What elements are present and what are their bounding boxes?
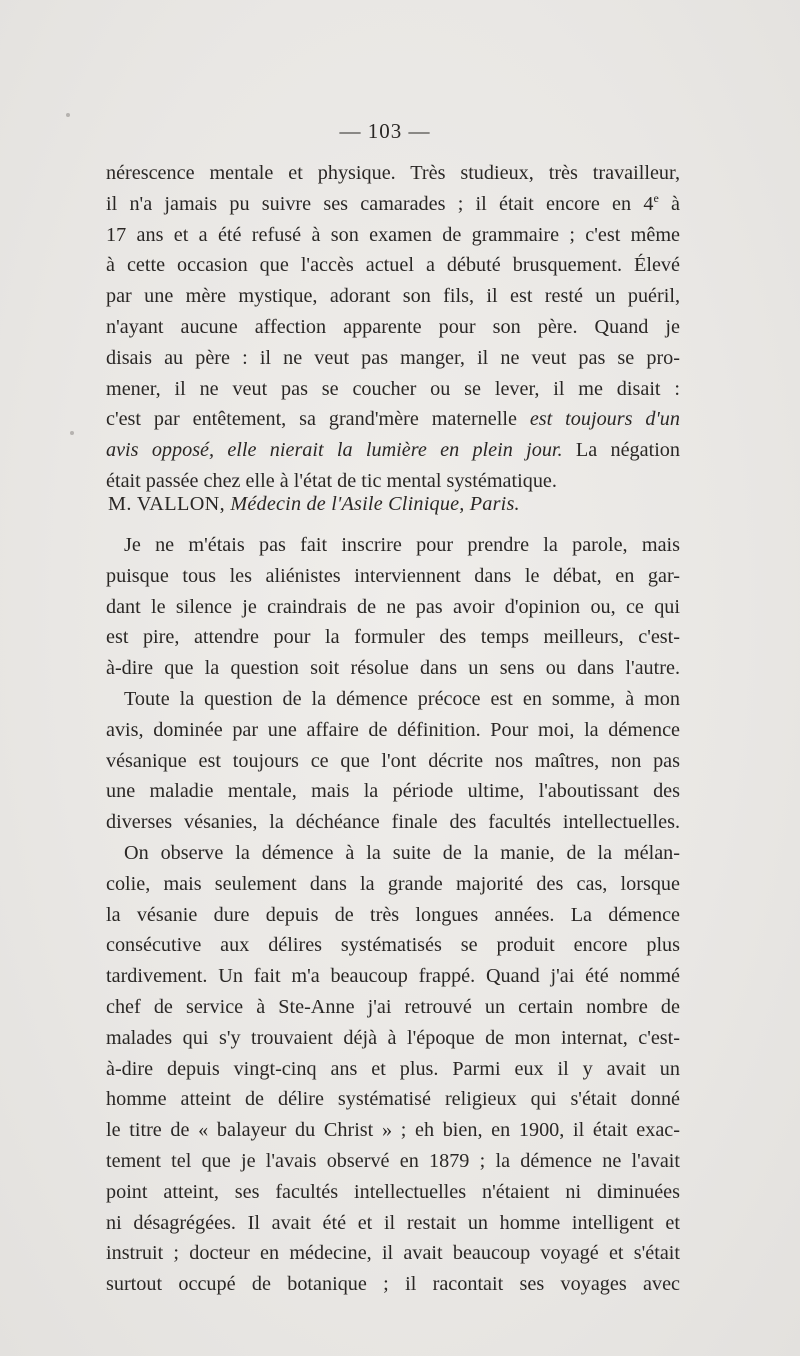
text-line: par une mère mystique, adorant son fils, il est resté un puéril, [106, 285, 680, 308]
text-line: chef de service à Ste-Anne j'ai retrouvé un certain nombre de [106, 995, 680, 1018]
text-line: tement tel que je l'avais observé en 1879 ; la démence ne l'avait [106, 1149, 680, 1172]
text-line: à-dire depuis vingt-cinq ans et plus. Parmi eux il y avait un [106, 1057, 680, 1080]
text-line: le titre de « balayeur du Christ » ; eh bien, en 1900, il était exac- [106, 1119, 680, 1142]
text-line: nérescence mentale et physique. Très studieux, très travailleur, [106, 162, 680, 184]
text-segment: c'est par entêtement, sa grand'mère maternelle [106, 408, 530, 431]
paragraph-1 [106, 158, 680, 497]
text-line: puisque tous les aliénistes interviennent dans le débat, en gar- [106, 564, 680, 587]
text-line: consécutive aux délires systématisés se produit encore plus [106, 934, 680, 957]
text-line [106, 189, 680, 220]
text-line: tardivement. Un fait m'a beaucoup frappé. Quand j'ai été nommé [106, 965, 680, 988]
text-line: disais au père : il ne veut pas manger, il ne veut pas se pro- [106, 346, 680, 369]
text-line: vésanique est toujours ce que l'ont décrite nos maîtres, non pas [106, 749, 680, 772]
text-line: surtout occupé de botanique ; il racontait ses voyages avec [106, 1273, 680, 1296]
text-line: Je ne m'étais pas fait inscrire pour prendre la parole, mais [124, 534, 680, 556]
italic-segment: est toujours d'un [529, 408, 680, 431]
text-line: instruit ; docteur en médecine, il avait beaucoup voyagé et s'était [106, 1242, 680, 1265]
text-line [106, 404, 680, 435]
speaker-name: M. VALLON, [108, 493, 226, 515]
text-line: mener, il ne veut pas se coucher ou se lever, il me disait : [106, 377, 680, 400]
text-line: dant le silence je craindrais de ne pas avoir d'opinion ou, ce qui [106, 595, 680, 618]
text-line: n'ayant aucune affection apparente pour son père. Quand je [106, 315, 680, 338]
italic-segment: avis opposé, elle nierait la lumière en plein jour. [106, 439, 563, 462]
text-line: ni désagrégées. Il avait été et il restait un homme intelligent et [106, 1211, 680, 1234]
text-line: à-dire que la question soit résolue dans un sens ou dans l'autre. [106, 657, 680, 680]
superscript: e [653, 190, 659, 205]
text-line: homme atteint de délire systématisé religieux qui s'était donné [106, 1088, 680, 1111]
text-line: 17 ans et a été refusé à son examen de grammaire ; c'est même [106, 223, 680, 246]
text-line: la vésanie dure depuis de très longues années. La démence [106, 903, 680, 926]
page-number: — 103 — [339, 119, 431, 143]
text-segment: à [658, 192, 680, 215]
text-line [106, 435, 680, 466]
text-line: colie, mais seulement dans la grande majorité des cas, lorsque [106, 872, 680, 895]
text-line: Toute la question de la démence précoce est en somme, à mon [124, 687, 680, 710]
speaker-title: Médecin de l'Asile Clinique, Paris. [230, 493, 520, 515]
text-segment: La négation [562, 439, 680, 462]
discourse-body [106, 530, 680, 1300]
text-line: était passée chez elle à l'état de tic mental systématique. [106, 469, 557, 492]
paper-speck [66, 113, 70, 117]
text-segment: il n'a jamais pu suivre ses camarades ; il était encore en 4 [106, 192, 654, 215]
text-line: à cette occasion que l'accès actuel a débuté brusquement. Élevé [106, 254, 680, 277]
text-line: avis, dominée par une affaire de définition. Pour moi, la démence [106, 718, 680, 741]
text-line: On observe la démence à la suite de la manie, de la mélan- [124, 841, 680, 864]
paper-speck [70, 431, 74, 435]
text-line: point atteint, ses facultés intellectuelles n'étaient ni diminuées [106, 1180, 680, 1203]
text-line: est pire, attendre pour la formuler des temps meilleurs, c'est- [106, 626, 680, 649]
text-line: diverses vésanies, la déchéance finale des facultés intellectuelles. [106, 811, 680, 834]
text-line: une maladie mentale, mais la période ultime, l'aboutissant des [106, 780, 680, 803]
text-line: malades qui s'y trouvaient déjà à l'époque de mon internat, c'est- [106, 1026, 680, 1049]
speaker-heading [108, 493, 520, 516]
